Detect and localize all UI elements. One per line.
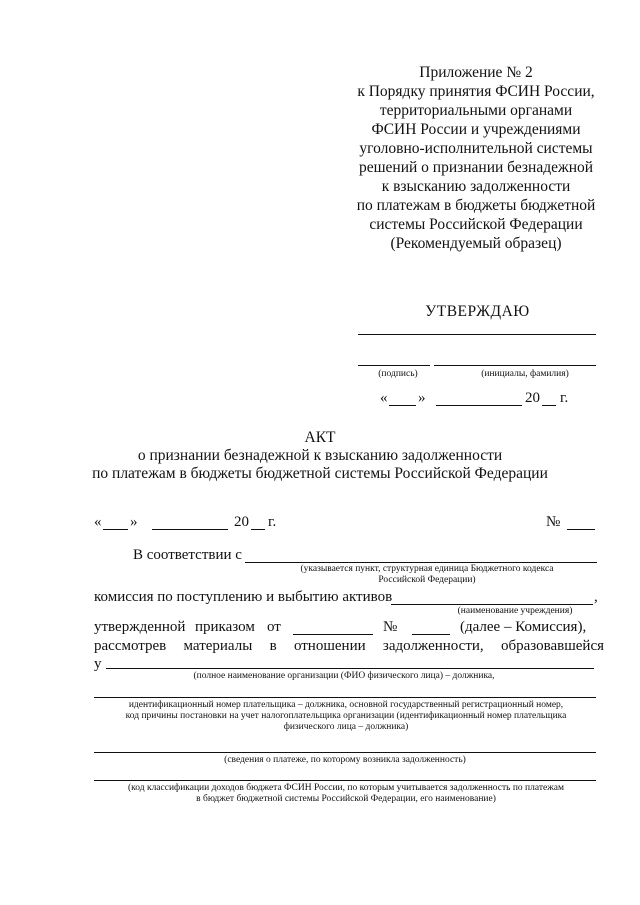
act-date-row (94, 513, 304, 533)
appendix-line: к взысканию задолженности (381, 178, 571, 195)
date-open-quote: « (380, 390, 388, 406)
review-word: рассмотрев (94, 638, 167, 654)
order-word: от (267, 619, 281, 635)
accordance-caption-line: Российской Федерации) (378, 575, 476, 585)
approver-position-line (358, 334, 596, 335)
order-number-line (412, 634, 450, 635)
payment-info-line (94, 752, 596, 753)
initials-line (434, 365, 596, 366)
order-word: утвержденной (94, 619, 186, 635)
act-number-sign: № (546, 514, 561, 530)
act-number-line (567, 529, 595, 530)
initials-caption: (инициалы, фамилия) (481, 369, 569, 379)
appendix-line: территориальными органами (379, 102, 573, 119)
review-word: материалы (183, 638, 253, 654)
at-label: у (94, 656, 102, 672)
appendix-line: ФСИН России и учреждениями (371, 121, 581, 138)
year-line (251, 529, 265, 530)
appendix-line: решений о признании безнадежной (358, 159, 594, 176)
order-date-line (293, 634, 373, 635)
income-code-line (94, 780, 596, 781)
year-prefix: 20 (525, 390, 540, 406)
year-suffix: г. (560, 390, 569, 406)
month-line (436, 405, 522, 406)
accordance-line (245, 562, 597, 563)
review-word: отношении (293, 638, 366, 654)
institution-caption: (наименование учреждения) (457, 606, 573, 616)
day-line (103, 529, 128, 530)
accordance-caption-line: (указывается пункт, структурная единица Бюджетного кодекса (300, 564, 554, 574)
appendix-line: к Порядку принятия ФСИН России, (357, 83, 595, 100)
recommended-sample: (Рекомендуемый образец) (390, 235, 562, 252)
date-close-quote: » (418, 390, 426, 406)
debtor-name-line (106, 668, 594, 669)
payment-caption: (сведения о платеже, по которому возникла задолженность) (224, 755, 466, 765)
year-prefix: 20 (234, 514, 249, 530)
signature-caption: (подпись) (378, 369, 418, 379)
org-caption: (полное наименование организации (ФИО физического лица) – должника, (193, 671, 495, 681)
appendix-block (340, 63, 612, 234)
code-caption-line: (код классификации доходов бюджета ФСИН России, по которым учитывается задолженность по платежам (127, 783, 565, 793)
date-close-quote: » (130, 514, 138, 530)
id-caption (94, 700, 598, 733)
institution-line (391, 604, 593, 605)
appendix-line: уголовно-исполнительной системы (359, 140, 593, 157)
review-row (94, 637, 604, 655)
appendix-line: Приложение № 2 (419, 64, 533, 81)
code-caption (94, 783, 598, 805)
year-line (542, 405, 556, 406)
date-open-quote: « (94, 514, 102, 530)
commission-comma: , (594, 589, 598, 605)
act-subtitle-line1: о признании безнадежной к взысканию задолженности (137, 447, 503, 464)
code-caption-line: в бюджет бюджетной системы Российской Федерации, его наименование) (196, 794, 496, 804)
day-line (389, 405, 416, 406)
act-subtitle-line2: по платежам в бюджеты бюджетной системы Российской Федерации (92, 465, 548, 482)
appendix-line: по платежам в бюджеты бюджетной (356, 197, 596, 214)
act-title: АКТ (304, 429, 336, 446)
approve-title: УТВЕРЖДАЮ (425, 303, 530, 320)
signature-line (358, 365, 430, 366)
order-tail: (далее – Комиссия), (460, 619, 587, 635)
review-word: задолженности, (382, 638, 484, 654)
commission-label: комиссия по поступлению и выбытию активов (94, 589, 393, 605)
review-word: в (269, 638, 277, 654)
accordance-label: В соответствии с (133, 547, 242, 563)
accordance-caption (262, 564, 592, 586)
order-number-sign: № (383, 619, 398, 635)
order-row (94, 618, 604, 638)
id-caption-line: идентификационный номер плательщика – должника, основной государственный регистрационный номер, (128, 700, 564, 710)
id-caption-line: физического лица – должника) (283, 722, 409, 732)
approve-date-row (380, 389, 600, 409)
id-caption-line: код причины постановки на учет налогоплательщика организации (идентификационный номер плательщика (125, 711, 567, 721)
appendix-line: системы Российской Федерации (369, 216, 583, 233)
month-line (152, 529, 228, 530)
review-word: образовавшейся (500, 638, 604, 654)
order-word: приказом (195, 619, 255, 635)
debtor-id-line (94, 697, 596, 698)
year-suffix: г. (268, 514, 277, 530)
